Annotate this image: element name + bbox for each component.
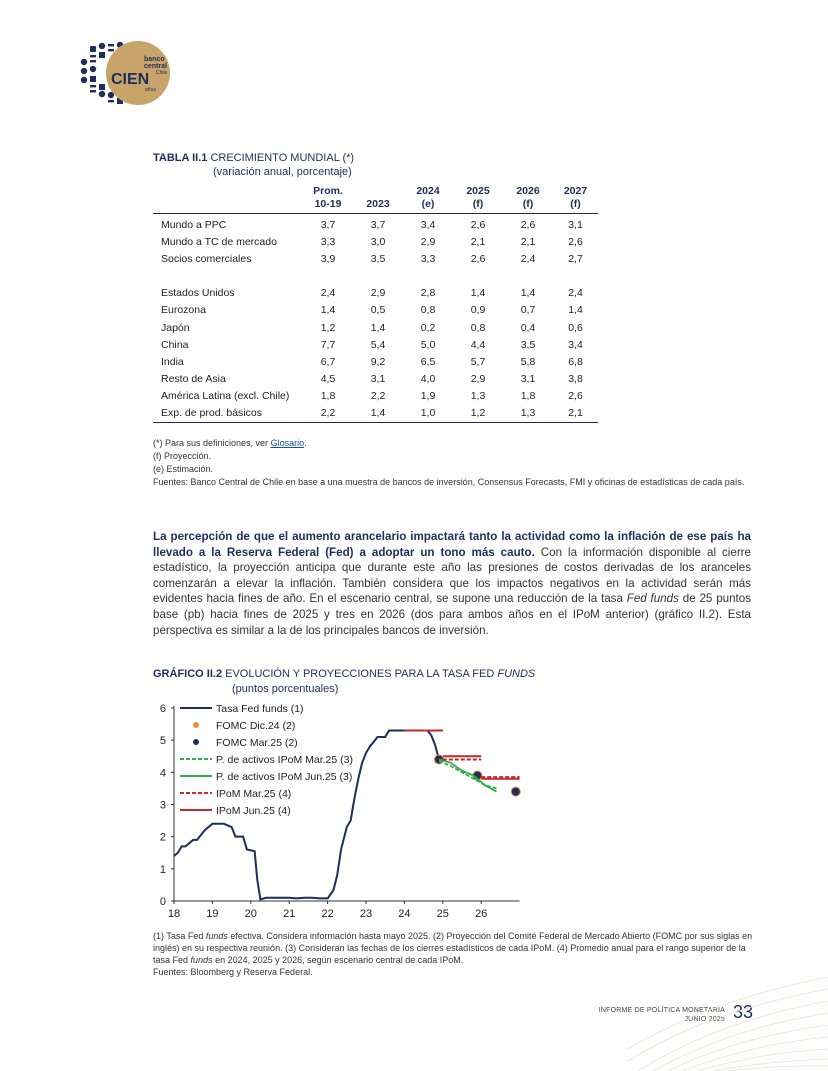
legend-label: Tasa Fed funds (1)	[216, 703, 304, 715]
table-row	[153, 405, 598, 423]
row-label: Japón	[161, 321, 190, 334]
table-cell: 4,5	[320, 373, 336, 386]
table-cell: 3,7	[370, 218, 386, 231]
header-2027: 2027 (f)	[563, 185, 588, 210]
table-cell: 2,6	[470, 252, 486, 265]
table-spacer-row	[153, 268, 598, 285]
legend-marker	[193, 739, 199, 745]
table-cell: 3,3	[420, 252, 436, 265]
chart-notes: (1) Tasa Fed funds efectiva. Considera información hasta mayo 2025. (2) Proyección del Comité Federal de Mercado Abierto (FOMC por sus siglas en inglés) en su respectiva reunión. (3) Consideran las fechas de los cierres estadísticos de cada IPoM. (4) Promedio anual para el rango superior de la tasa Fed funds en 2024, 2025 y 2026, según escenario central de cada IPoM. Fuentes: Bloomberg y Reserva Federal.	[153, 931, 753, 977]
y-tick-label: 1	[159, 863, 166, 876]
table-cell: 2,4	[320, 287, 336, 300]
body-paragraph: La percepción de que el aumento arancelario impactará tanto la actividad como la inflación de ese país ha llevado a la Reserva Federal (Fed) a adoptar un tono más cauto. Con la información disponible al cierre estadístico, la proyección anticipa que durante este año las presiones de costos derivadas de los aranceles comenzarán a elevar la inflación. También considera que los impactos negativos en la actividad serán más evidentes hacia fines de año. En el escenario central, se supone una reducción de la tasa Fed funds de 25 puntos base (pb) hacia fines de 2025 y tres en 2026 (dos para ambos años en el IPoM anterior) (gráfico II.2). Esta perspectiva es similar a la de los principales bancos de inversión.	[153, 530, 752, 637]
table-cell: 3,1	[568, 218, 583, 231]
row-label: Socios comerciales	[161, 252, 252, 265]
chart-label: GRÁFICO II.2	[153, 668, 223, 680]
x-tick-label: 22	[321, 908, 334, 920]
table-note-sources: Fuentes: Banco Central de Chile en base a una muestra de bancos de inversión, Consensus Forecasts, FMI y oficinas de estadísticas de cada país.	[153, 477, 745, 487]
row-label: Mundo a TC de mercado	[161, 235, 277, 248]
table-cell: 3,5	[520, 338, 536, 351]
legend-label: IPoM Jun.25 (4)	[216, 805, 291, 817]
table-row	[153, 233, 598, 250]
svg-text:CIEN: CIEN	[111, 71, 150, 88]
table-cell: 5,7	[470, 355, 486, 368]
table-note-definitions: (*) Para sus definiciones, ver Glosario.	[153, 438, 307, 448]
table-cell: 1,4	[568, 304, 583, 317]
legend-label: FOMC Dic.24 (2)	[216, 720, 296, 732]
header-2026: 2026 (f)	[516, 185, 540, 210]
legend-label: P. de activos IPoM Jun.25 (3)	[216, 771, 353, 783]
table-cell: 2,2	[370, 390, 386, 403]
x-tick-label: 18	[167, 908, 181, 920]
row-label: Resto de Asia	[161, 373, 226, 386]
table-note-estimation: (e) Estimación.	[153, 464, 214, 474]
table-cell: 2,9	[370, 287, 386, 300]
table-subtitle: (variación anual, porcentaje)	[213, 166, 352, 178]
table-row	[153, 388, 598, 405]
table-cell: 0,4	[520, 321, 536, 334]
header-2024: 2024 (e)	[416, 185, 440, 210]
growth-table	[153, 185, 598, 423]
svg-text:Chile: Chile	[156, 70, 168, 76]
table-cell: 1,2	[470, 407, 486, 420]
table-cell: 4,0	[420, 373, 436, 386]
table-cell: 1,8	[520, 390, 536, 403]
table-cell: 2,6	[568, 235, 583, 248]
table-cell: 5,8	[520, 355, 536, 368]
y-tick-label: 3	[159, 799, 166, 812]
svg-text:años: años	[145, 87, 156, 93]
x-tick-label: 24	[398, 908, 411, 920]
glosario-link[interactable]: Glosario	[270, 438, 305, 448]
y-tick-label: 2	[159, 831, 166, 844]
table-cell: 7,7	[320, 338, 336, 351]
table-row	[153, 371, 598, 388]
header-blank	[153, 185, 303, 214]
x-tick-label: 26	[475, 908, 488, 920]
y-tick-label: 0	[159, 896, 166, 908]
table-cell: 5,4	[370, 338, 386, 351]
table-cell: 2,9	[420, 235, 436, 248]
table-cell: 2,6	[470, 218, 486, 231]
paragraph-lead: La percepción de que el aumento arancelario impactará tanto la actividad como la inflación de ese país ha llevado a la Reserva Federal (Fed) a adoptar un tono más cauto.	[153, 530, 751, 559]
table-row	[153, 214, 598, 234]
table-cell: 2,6	[520, 218, 536, 231]
fed-funds-chart	[150, 698, 530, 926]
table-cell: 6,7	[320, 355, 336, 368]
table-cell: 6,8	[568, 355, 583, 368]
header-prom: Prom. 10-19	[313, 185, 343, 210]
table-cell: 0,8	[470, 321, 486, 334]
legend-label: P. de activos IPoM Mar.25 (3)	[216, 754, 353, 766]
table-cell: 1,3	[520, 407, 536, 420]
row-label: Estados Unidos	[161, 287, 235, 300]
legend-label: FOMC Mar.25 (2)	[216, 737, 298, 749]
table-cell: 3,5	[370, 252, 386, 265]
table-cell: 0,8	[420, 304, 436, 317]
y-tick-label: 6	[159, 703, 166, 715]
table-cell: 3,0	[370, 235, 386, 248]
table-row	[153, 302, 598, 319]
table-cell: 3,9	[320, 252, 336, 265]
table-cell: 2,6	[568, 390, 583, 403]
table-row	[153, 285, 598, 302]
table-cell: 1,0	[420, 407, 436, 420]
y-tick-label: 5	[159, 735, 166, 748]
table-cell: 1,2	[320, 321, 336, 334]
x-tick-label: 25	[436, 908, 449, 920]
x-tick-label: 20	[244, 908, 257, 920]
table-row	[153, 353, 598, 370]
table-cell: 2,4	[568, 287, 583, 300]
chart-title: GRÁFICO II.2 EVOLUCIÓN Y PROYECCIONES PARA LA TASA FED FUNDS	[153, 668, 536, 680]
x-tick-label: 21	[283, 908, 296, 920]
table-cell: 6,5	[420, 355, 436, 368]
table-cell: 1,4	[370, 407, 386, 420]
table-cell: 3,1	[370, 373, 386, 386]
table-cell: 2,1	[520, 235, 536, 248]
legend-marker	[193, 722, 199, 728]
table-row	[153, 250, 598, 267]
series-fomc-mar-25-2-point	[512, 788, 520, 796]
table-cell: 2,9	[470, 373, 486, 386]
table-cell: 3,4	[420, 218, 436, 231]
table-cell: 3,1	[520, 373, 536, 386]
table-cell: 1,4	[520, 287, 536, 300]
row-label: América Latina (excl. Chile)	[161, 390, 290, 403]
x-tick-label: 19	[206, 908, 219, 920]
table-cell: 2,4	[520, 252, 536, 265]
table-title	[153, 151, 354, 165]
table-row	[153, 336, 598, 353]
table-cell: 4,4	[470, 338, 486, 351]
table-cell: 3,7	[320, 218, 336, 231]
table-header-row	[153, 185, 598, 214]
chart-subtitle: (puntos porcentuales)	[232, 683, 339, 695]
svg-text:central: central	[144, 63, 167, 70]
table-cell: 0,9	[470, 304, 486, 317]
legend-label: IPoM Mar.25 (4)	[216, 788, 292, 800]
table-cell: 1,4	[470, 287, 486, 300]
decorative-swirl	[628, 961, 828, 1071]
table-cell: 1,4	[320, 304, 336, 317]
table-cell: 3,4	[568, 338, 583, 351]
table-label: TABLA II.1	[153, 152, 208, 164]
row-label: India	[161, 355, 184, 368]
table-cell: 2,1	[470, 235, 486, 248]
table-note-projection: (f) Proyección.	[153, 451, 212, 461]
table-cell: 5,0	[420, 338, 436, 351]
row-label: Mundo a PPC	[161, 218, 227, 231]
row-label: Exp. de prod. básicos	[161, 407, 262, 420]
row-label: China	[161, 338, 189, 351]
table-cell: 1,4	[370, 321, 386, 334]
table-cell: 1,3	[470, 390, 486, 403]
series-p-de-activos-ipom-mar-25-3	[439, 761, 497, 788]
table-cell: 0,2	[420, 321, 436, 334]
table-row	[153, 319, 598, 336]
table-cell: 1,8	[320, 390, 336, 403]
table-cell: 9,2	[370, 355, 386, 368]
header-2023: 2023	[366, 198, 390, 210]
table-cell: 0,5	[370, 304, 386, 317]
table-cell: 0,7	[520, 304, 536, 317]
table-cell: 0,6	[568, 321, 583, 334]
row-label: Eurozona	[161, 304, 206, 317]
table-cell: 3,3	[320, 235, 336, 248]
chart-sources: Fuentes: Bloomberg y Reserva Federal.	[153, 967, 313, 977]
table-cell: 2,8	[420, 287, 436, 300]
table-cell: 2,7	[568, 252, 583, 265]
table-cell: 2,1	[568, 407, 583, 420]
footer-report-title: INFORME DE POLÍTICA MONETARIA JUNIO 2025	[598, 1007, 725, 1023]
table-title-text: CRECIMIENTO MUNDIAL (*)	[210, 152, 355, 164]
x-tick-label: 23	[359, 908, 373, 920]
page-number: 33	[733, 1002, 754, 1022]
banco-central-cien-logo	[78, 40, 174, 106]
y-tick-label: 4	[159, 767, 166, 780]
table-cell: 3,8	[568, 373, 583, 386]
table-cell: 1,9	[420, 390, 436, 403]
table-cell: 2,2	[320, 407, 336, 420]
svg-text:banco: banco	[144, 56, 165, 63]
header-2025: 2025 (f)	[466, 185, 490, 210]
